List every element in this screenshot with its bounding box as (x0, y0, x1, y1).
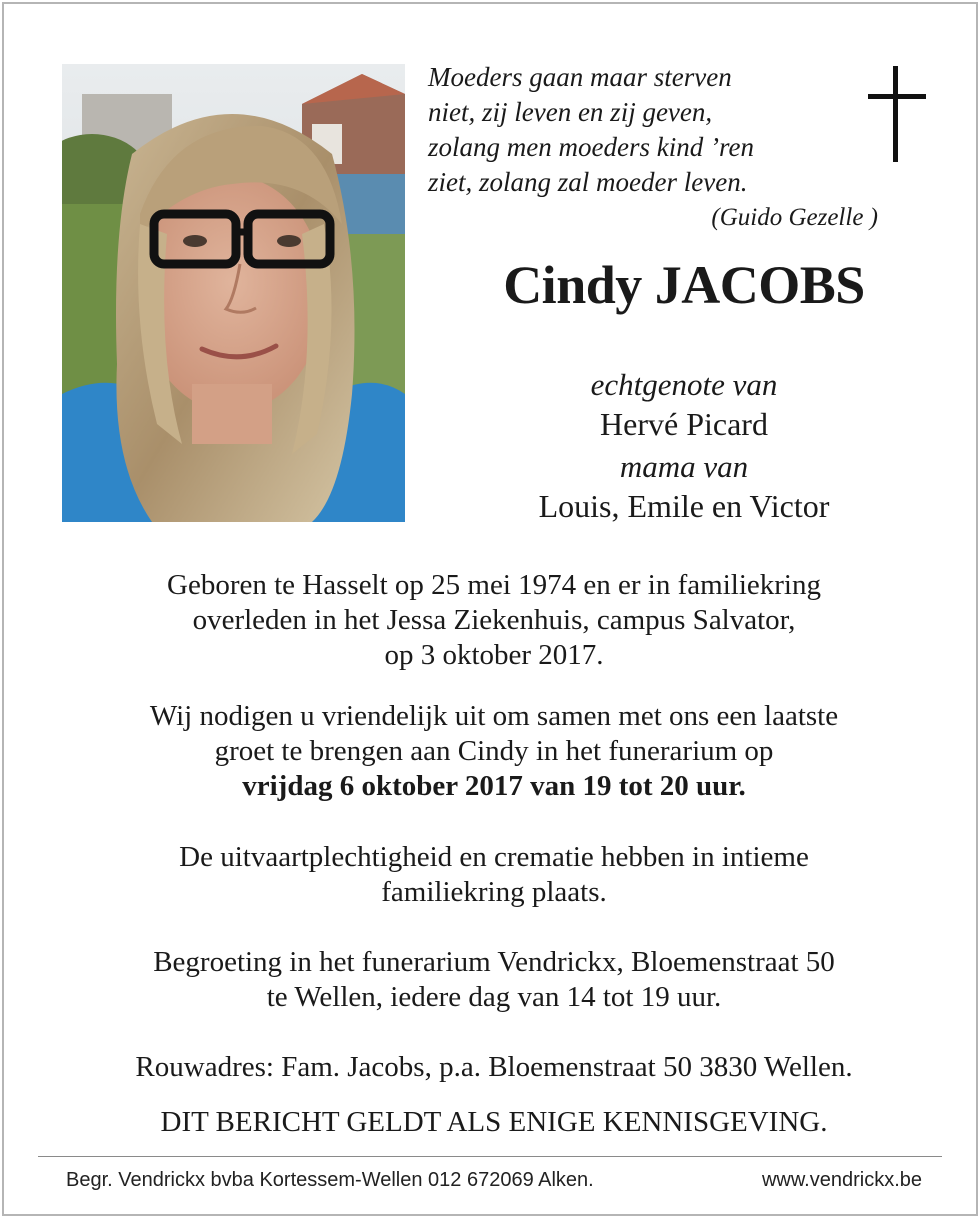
visitation-date: vrijdag 6 oktober 2017 van 19 tot 20 uur. (242, 770, 746, 802)
funeral-home-info: Begr. Vendrickx bvba Kortessem-Wellen 012 672069 Alken. (66, 1169, 594, 1191)
invitation-line: Wij nodigen u vriendelijk uit om samen met ons een laatste (149, 700, 839, 732)
website-link[interactable]: www.vendrickx.be (761, 1169, 922, 1191)
spouse-name: Hervé Picard (600, 406, 768, 442)
ceremony-line: De uitvaartplechtigheid en crematie hebben in intieme (179, 841, 809, 873)
mourning-address: Rouwadres: Fam. Jacobs, p.a. Bloemenstraat 50 3830 Wellen. (135, 1051, 853, 1083)
obituary-card (2, 2, 978, 1216)
ceremony-line: familiekring plaats. (381, 876, 607, 908)
footer-divider (38, 1156, 942, 1157)
sole-notice: DIT BERICHT GELDT ALS ENIGE KENNISGEVING. (160, 1106, 828, 1138)
address-line (44, 1050, 944, 1085)
greeting-line: te Wellen, iedere dag van 14 tot 19 uur. (266, 981, 722, 1013)
notice-line (44, 1105, 944, 1140)
deceased-name: Cindy JACOBS (503, 255, 865, 315)
birth-death-paragraph (44, 568, 944, 673)
poem-line: Moeders gaan maar sterven (428, 62, 732, 92)
greeting-paragraph (44, 945, 944, 1015)
cross-icon (868, 66, 926, 162)
birth-death-line: Geboren te Hasselt op 25 mei 1974 en er in familiekring (167, 569, 821, 601)
invitation-line: groet te brengen aan Cindy in het funerarium op (214, 735, 774, 767)
invitation-paragraph (44, 699, 944, 804)
spouse-label: echtgenote van (590, 367, 778, 402)
poem-line: niet, zij leven en zij geven, (428, 97, 713, 127)
poem-line: ziet, zolang zal moeder leven. (428, 167, 748, 197)
poem (428, 60, 878, 235)
birth-death-line: overleden in het Jessa Ziekenhuis, campus Salvator, (192, 604, 796, 636)
ceremony-paragraph (44, 840, 944, 910)
poem-author: (Guido Gezelle ) (711, 204, 878, 231)
poem-line: zolang men moeders kind ’ren (428, 132, 754, 162)
children-names: Louis, Emile en Victor (538, 488, 830, 524)
portrait-photo (62, 64, 405, 522)
birth-death-line: op 3 oktober 2017. (384, 639, 604, 671)
children-label: mama van (619, 449, 749, 484)
greeting-line: Begroeting in het funerarium Vendrickx, Bloemenstraat 50 (153, 946, 835, 978)
